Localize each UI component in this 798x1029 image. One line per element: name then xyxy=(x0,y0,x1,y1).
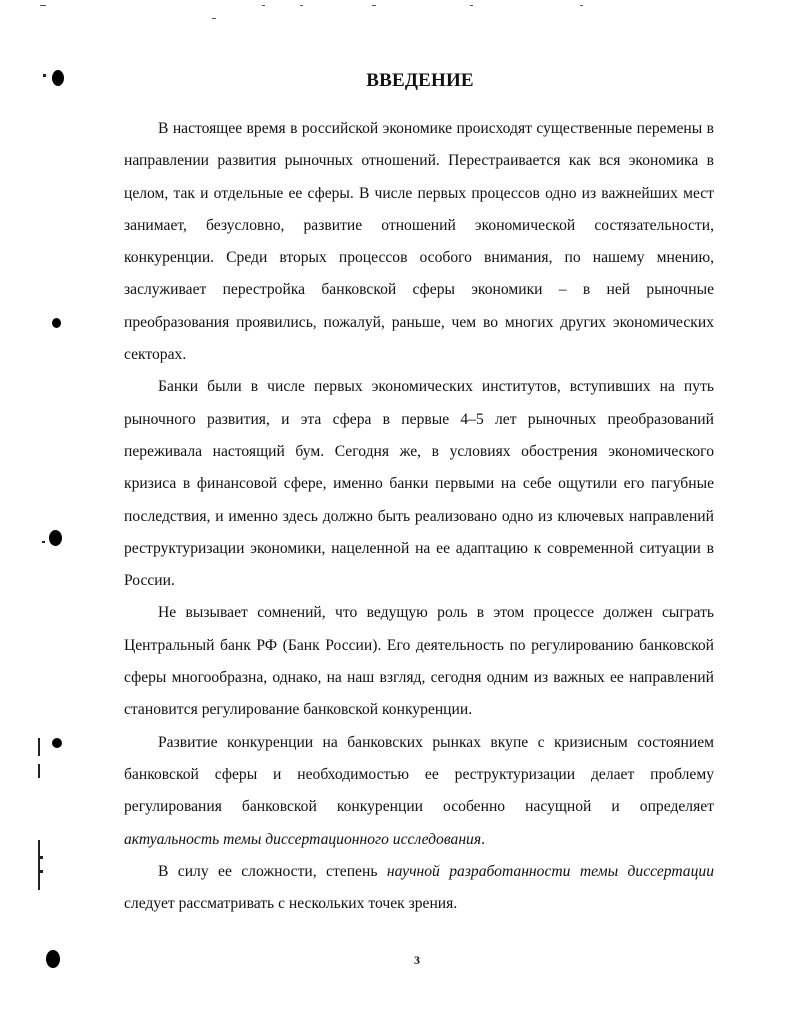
paragraph xyxy=(124,597,714,726)
punch-hole-mark xyxy=(49,530,62,546)
paragraph xyxy=(124,371,714,597)
paragraph xyxy=(124,856,714,921)
scan-speck xyxy=(38,840,40,890)
paragraph-text: . xyxy=(481,830,486,848)
paragraph xyxy=(124,727,714,856)
emphasis-text: научной разработанности темы диссертации xyxy=(386,862,714,880)
paragraph-text: В силу ее сложности, степень xyxy=(158,862,387,880)
paragraph-text: Не вызывает сомнений, что ведущую роль в этом процессе должен сыграть Центральный банк РФ (Банк России). Его деятельность по регулированию банковской сферы многообразна, однако, на наш взгляд, сегодня одним из важных ее направлений становится регулирование банковской конкуренции. xyxy=(124,604,714,719)
emphasis-text: актуальность темы диссертационного исследования xyxy=(124,830,482,848)
scan-speck xyxy=(38,738,40,756)
scan-top-edge xyxy=(0,0,798,14)
scan-speck xyxy=(42,541,45,543)
body-text xyxy=(124,113,714,920)
punch-hole-mark xyxy=(52,318,61,328)
punch-hole-mark xyxy=(46,950,60,968)
paragraph-text: Развитие конкуренции на банковских рынках вкупе с кризисным состоянием банковской сферы и необходимостью ее реструктуризации делает проблему регулирования банковской конкуренции особенно насущной и определяет xyxy=(124,733,714,816)
scan-speck xyxy=(40,870,43,873)
paragraph-text: следует рассматривать с нескольких точек зрения. xyxy=(124,895,458,913)
page-number: 3 xyxy=(414,953,420,967)
page-title: ВВЕДЕНИЕ xyxy=(366,70,474,91)
scan-speck xyxy=(40,856,43,859)
punch-hole-mark xyxy=(52,738,62,748)
paragraph-text: Банки были в числе первых экономических институтов, вступивших на путь рыночного развития, и эта сфера в первые 4–5 лет рыночных преобразований переживала настоящий бум. Сегодня же, в условиях обострения экономического кризиса в финансовой сфере, именно банки первыми на себе ощутили его пагубные последствия, и именно здесь должно быть реализовано одно из ключевых направлений реструктуризации экономики, нацеленной на ее адаптацию к современной ситуации в России. xyxy=(124,378,714,590)
scan-speck xyxy=(38,764,40,778)
paragraph xyxy=(124,113,714,371)
paragraph-text: В настоящее время в российской экономике происходят существенные перемены в направлении развития рыночных отношений. Перестраивается как вся экономика в целом, так и отдельные ее сферы. В числе первых процессов одно из важнейших мест занимает, безусловно, развитие отношений экономической состязательности, конкуренции. Среди вторых процессов особого внимания, по нашему мнению, заслуживает перестройка банковской сферы экономики – в ней рыночные преобразования проявились, пожалуй, раньше, чем во многих других экономических секторах. xyxy=(124,120,714,364)
